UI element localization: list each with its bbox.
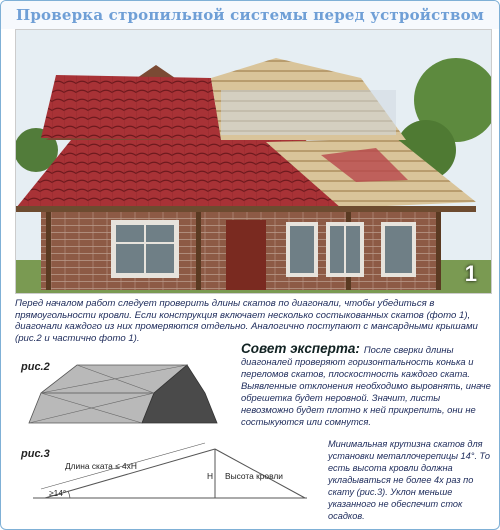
angle-label: ≥14° <box>49 488 67 498</box>
fig3-label: рис.3 <box>21 448 50 460</box>
intro-paragraph: Перед началом работ следует проверить длины скатов по диагонали, чтобы убедиться в прямоугольности кровли. Если конструкция включает несколько состыкованных скатов (фото 1), диагонали каждого из них промеряются отдельно. Аналогично поступают с мансардными крышами (рис.2 и частично фото 1). <box>15 298 478 344</box>
height-symbol: Н <box>207 471 214 481</box>
expert-text: После сверки длины диагоналей проверяют горизонтальность конька и переломов скатов, плоскостность каждого ската. Выявленные отклонения необходимо выровнять, иначе обрешетка будет неровной. Значит, листы невозможно будет плотно к ней прикрепить, они не состыкуются или сомнутся. <box>241 344 491 427</box>
photo-illustration <box>16 30 491 293</box>
slope-diagram <box>15 441 315 503</box>
expert-advice <box>241 343 493 428</box>
house-roof-photo <box>15 29 492 294</box>
fig2-label: рис.2 <box>21 361 50 373</box>
photo-number: 1 <box>464 261 477 286</box>
page-title: Проверка стропильной системы перед устройством <box>1 1 499 29</box>
slope-note: Минимальная крутизна скатов для установки металлочерепицы 14°. То есть высота кровли должна укладываться не более 4х раз по скату (рис.3). Уклон меньше указанного не обеспечит сток осадков. <box>328 439 490 521</box>
expert-heading: Совет эксперта: <box>241 341 360 356</box>
height-label: Высота кровли <box>225 471 283 481</box>
mansard-roof-diagram <box>27 351 237 429</box>
slope-length-label: Длина ската ≤ 4хН <box>65 461 137 471</box>
